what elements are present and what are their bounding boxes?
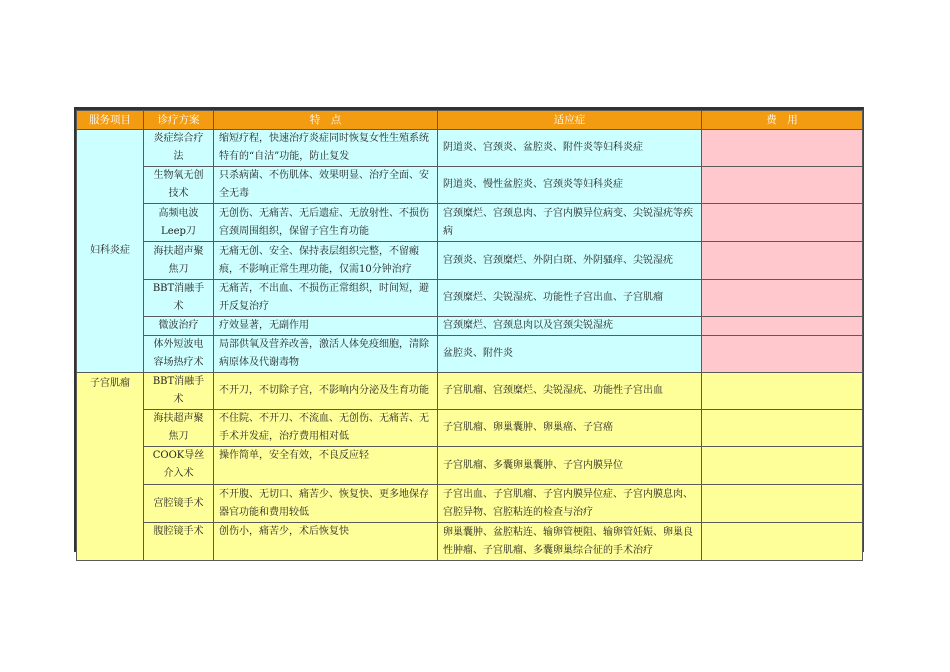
feature-cell: 不开腹、无切口、痛苦少、恢复快、更多地保存器官功能和费用较低 [214,485,438,523]
feature-cell: 创伤小，痛苦少，术后恢复快 [214,523,438,561]
indication-cell: 子宫肌瘤、多囊卵巢囊肿、子宫内膜异位 [438,447,702,485]
service-table [76,110,863,561]
fee-cell [702,242,863,280]
feature-cell: 缩短疗程，快速治疗炎症同时恢复女性生殖系统特有的“自洁”功能，防止复发 [214,130,438,167]
table-row [77,280,863,317]
plan-cell: 微波治疗 [144,317,214,336]
table-row [77,204,863,242]
table-row [77,317,863,336]
table-row [77,130,863,167]
table-row [77,336,863,373]
category-cell: 子宫肌瘤 [77,373,144,561]
header-plan: 诊疗方案 [144,111,214,130]
feature-cell: 不住院、不开刀、不流血、无创伤、无痛苦、无手术并发症，治疗费用相对低 [214,410,438,447]
indication-cell: 宫颈炎、宫颈糜烂、外阴白斑、外阴骚痒、尖锐湿疣 [438,242,702,280]
indication-cell: 宫颈糜烂、尖锐湿疣、功能性子宫出血、子宫肌瘤 [438,280,702,317]
header-fee: 费 用 [702,111,863,130]
table-row [77,485,863,523]
table-row [77,523,863,561]
plan-cell: 高频电波Leep刀 [144,204,214,242]
plan-cell: 体外短波电容场热疗术 [144,336,214,373]
indication-cell: 阴道炎、慢性盆腔炎、宫颈炎等妇科炎症 [438,167,702,204]
indication-cell: 卵巢囊肿、盆腔粘连、输卵管梗阻、输卵管妊娠、卵巢良性肿瘤、子宫肌瘤、多囊卵巢综合征的手术治疗 [438,523,702,561]
header-indication: 适应症 [438,111,702,130]
feature-cell: 无痛无创、安全、保持表层组织完整，不留瘢痕，不影响正常生理功能，仅需10分钟治疗 [214,242,438,280]
indication-cell: 阴道炎、宫颈炎、盆腔炎、附件炎等妇科炎症 [438,130,702,167]
indication-cell: 宫颈糜烂、宫颈息肉、子宫内膜异位病变、尖锐湿疣等疾病 [438,204,702,242]
feature-cell: 无痛苦，不出血、不损伤正常组织，时间短，避开反复治疗 [214,280,438,317]
indication-cell: 子宫肌瘤、卵巢囊肿、卵巢癌、子宫癌 [438,410,702,447]
fee-cell [702,485,863,523]
feature-cell: 无创伤、无痛苦、无后遗症、无放射性、不损伤宫颈周围组织，保留子宫生育功能 [214,204,438,242]
indication-cell: 盆腔炎、附件炎 [438,336,702,373]
fee-cell [702,204,863,242]
fee-cell [702,410,863,447]
indication-cell: 子宫出血、子宫肌瘤、子宫内膜异位症、子宫内膜息肉、宫腔异物、宫腔粘连的检查与治疗 [438,485,702,523]
feature-cell: 不开刀，不切除子宫，不影响内分泌及生育功能 [214,373,438,410]
plan-cell: 海扶超声聚焦刀 [144,242,214,280]
fee-cell [702,336,863,373]
feature-cell: 只杀病菌、不伤肌体、效果明显、治疗全面、安全无毒 [214,167,438,204]
table-row [77,373,863,410]
table-row [77,410,863,447]
fee-cell [702,280,863,317]
fee-cell [702,447,863,485]
plan-cell: 海扶超声聚焦刀 [144,410,214,447]
plan-cell: COOK导丝介入术 [144,447,214,485]
indication-cell: 子宫肌瘤、宫颈糜烂、尖锐湿疣、功能性子宫出血 [438,373,702,410]
table-row [77,447,863,485]
table-row [77,167,863,204]
plan-cell: 炎症综合疗法 [144,130,214,167]
plan-cell: BBT消融手术 [144,373,214,410]
header-feature: 特 点 [214,111,438,130]
plan-cell: BBT消融手术 [144,280,214,317]
category-cell: 妇科炎症 [77,130,144,373]
plan-cell: 生物氧无创技术 [144,167,214,204]
plan-cell: 宫腔镜手术 [144,485,214,523]
feature-cell: 局部供氧及营养改善，激活人体免疫细胞，清除病原体及代谢毒物 [214,336,438,373]
feature-cell: 疗效显著，无副作用 [214,317,438,336]
feature-cell: 操作简单，安全有效，不良反应轻 [214,447,438,485]
fee-cell [702,317,863,336]
fee-cell [702,523,863,561]
fee-cell [702,130,863,167]
fee-cell [702,373,863,410]
table-row [77,242,863,280]
header-service-item: 服务项目 [77,111,144,130]
plan-cell: 腹腔镜手术 [144,523,214,561]
indication-cell: 宫颈糜烂、宫颈息肉以及宫颈尖锐湿疣 [438,317,702,336]
header-row [77,111,863,130]
fee-cell [702,167,863,204]
